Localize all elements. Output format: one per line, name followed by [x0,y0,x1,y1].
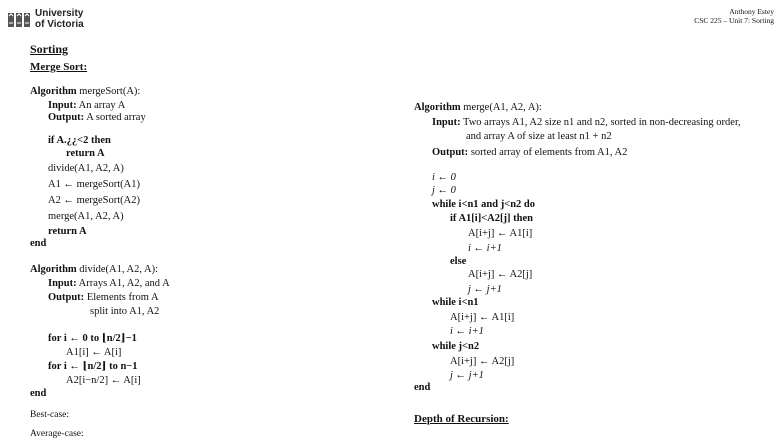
divide-signature: divide(A1, A2, A): [79,264,159,275]
merge-if: if A1[i]<A2[j] then [450,213,533,224]
merge-inc-jb: j ← j+1 [450,370,484,381]
merge-while3: while j<n2 [432,341,480,352]
merge-end: end [414,382,431,393]
mergesort-sort-a2: A2 ← mergeSort(A2) [48,195,140,206]
merge-output-label: Output: [432,147,469,158]
merge-assign-a2b: A[i+j] ← A2[j] [450,356,515,367]
merge-input-text1: Two arrays A1, A2 size n1 and n2, sorted in non-decreasing order, [463,117,741,128]
mergesort-input-label: Input: [48,100,77,111]
university-line2: of Victoria [35,18,84,30]
mergesort-divide-call: divide(A1, A2, A) [48,163,124,174]
merge-keyword: Algorithm [414,102,461,113]
depth-of-recursion-heading: Depth of Recursion: [414,413,509,425]
merge-assign-a1b: A[i+j] ← A1[i] [450,312,515,323]
page-title: Sorting [30,42,69,56]
divide-input-text: Arrays A1, A2, and A [78,278,170,289]
mergesort-input-text: An array A [78,100,126,111]
merge-assign-a2: A[i+j] ← A2[j] [468,269,533,280]
merge-input-label: Input: [432,117,461,128]
divide-output-label: Output: [48,292,85,303]
divide-output-text1: Elements from A [86,292,159,303]
average-case-label: Average-case: [30,429,84,439]
merge-inc-ib: i ← i+1 [450,326,484,337]
mergesort-return-a: return A [66,148,105,159]
divide-header [30,263,158,276]
divide-assign1: A1[i] ← A[i] [66,347,122,358]
divide-output [48,291,159,304]
divide-for1: for i ← 0 to ⌊n/2⌋−1 [48,333,137,344]
divide-for2: for i ← ⌊n/2⌋ to n−1 [48,361,138,372]
university-line1: University [35,8,84,19]
university-wordmark [35,9,84,30]
university-crest-icon [8,11,30,29]
merge-inc-i: i ← i+1 [468,243,502,254]
mergesort-output-label: Output: [48,112,85,123]
mergesort-signature: mergeSort(A): [79,86,141,97]
mergesort-return-end: return A [48,226,87,237]
mergesort-output [48,111,146,124]
mergesort-sort-a1: A1 ← mergeSort(A1) [48,179,140,190]
merge-input [432,116,741,129]
merge-signature: merge(A1, A2, A): [463,102,542,113]
course-title: CSC 225 – Unit 7: Sorting [694,16,774,25]
page-subtitle: Merge Sort: [30,61,88,73]
divide-assign2: A2[i−n/2] ← A[i] [66,375,141,386]
mergesort-if-line: if A.¿¿<2 then [48,135,111,146]
merge-else: else [450,256,467,267]
author-name: Anthony Estey [729,7,774,16]
divide-end: end [30,388,47,399]
merge-while1: while i<n1 and j<n2 do [432,199,535,210]
merge-inc-j: j ← j+1 [468,284,502,295]
divide-keyword: Algorithm [30,264,77,275]
best-case-label: Best-case: [30,410,70,420]
merge-header [414,101,542,114]
divide-input [48,277,170,290]
divide-output-text2: split into A1, A2 [90,306,160,317]
merge-while2: while i<n1 [432,297,479,308]
merge-output [432,146,627,159]
mergesort-merge-call: merge(A1, A2, A) [48,211,124,222]
header-info [694,7,774,25]
merge-input-text2: and array A of size at least n1 + n2 [466,131,612,142]
merge-init-j: j ← 0 [432,185,456,196]
university-logo [8,9,84,30]
divide-input-label: Input: [48,278,77,289]
mergesort-header [30,85,140,98]
merge-assign-a1: A[i+j] ← A1[i] [468,228,533,239]
merge-output-text: sorted array of elements from A1, A2 [470,147,628,158]
merge-init-i: i ← 0 [432,172,456,183]
mergesort-keyword: Algorithm [30,86,77,97]
mergesort-end: end [30,238,47,249]
mergesort-output-text: A sorted array [86,112,146,123]
